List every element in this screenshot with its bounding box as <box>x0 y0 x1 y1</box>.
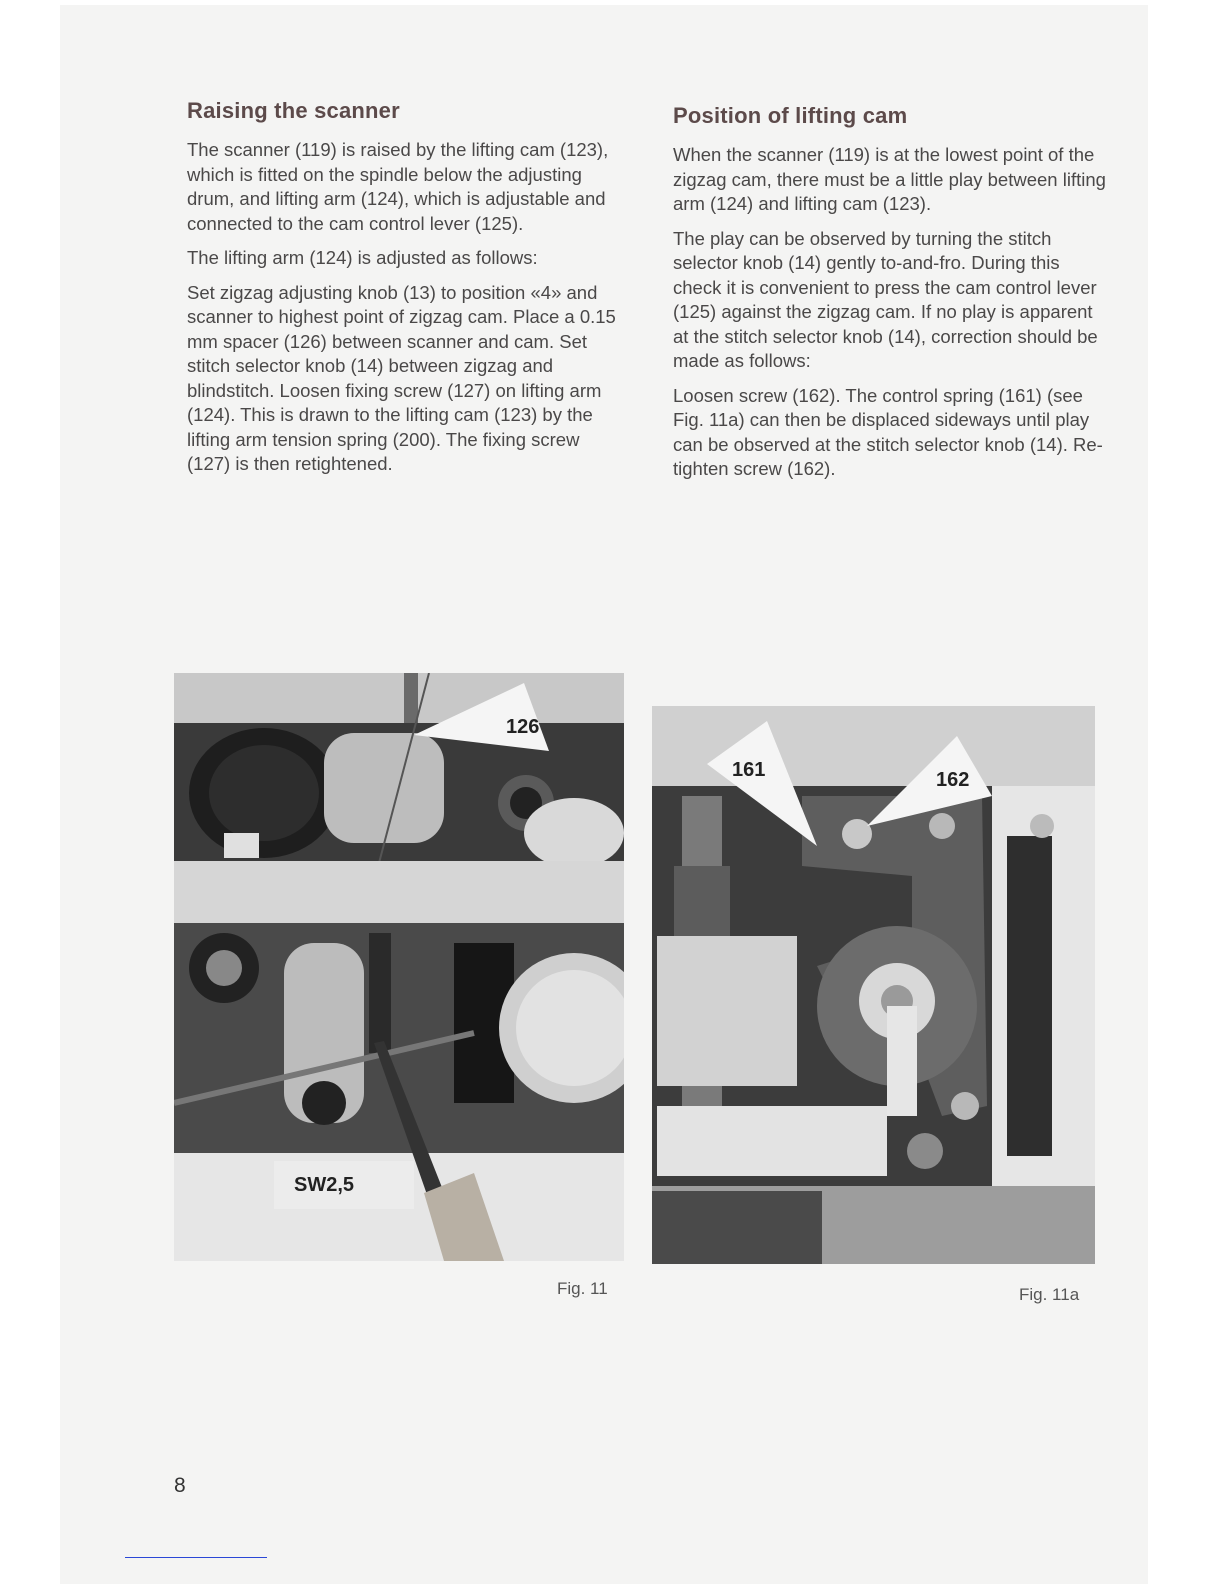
page-number: 8 <box>174 1474 186 1497</box>
paragraph: When the scanner (119) is at the lowest point of the zigzag cam, there must be a little play between lifting arm (124) and lifting cam (123). <box>673 144 1106 214</box>
figure-11a-caption: Fig. 11a <box>1019 1285 1080 1304</box>
heading-raising-scanner: Raising the scanner <box>187 98 400 123</box>
paragraph: The play can be observed by turning the stitch selector knob (14) gently to-and-fro. During this check it is convenient to press the cam control lever (125) against the zigzag cam. If no play is apparent at the stitch selector knob (14), correction should be made as follows: <box>673 227 1098 371</box>
figure-11-photo <box>174 673 624 1261</box>
callout-126: 126 <box>506 716 540 738</box>
paragraph: The scanner (119) is raised by the lifting cam (123), which is fitted on the spindle below the adjusting drum, and lifting arm (124), which is adjustable and connected to the cam control lever (125). <box>187 139 609 234</box>
heading-position-lifting-cam: Position of lifting cam <box>673 103 908 128</box>
paragraph: Loosen screw (162). The control spring (161) (see Fig. 11a) can then be displaced sideways until play can be observed at the stitch selector knob (14). Re-tighten screw (162). <box>673 384 1103 479</box>
figure-11-caption: Fig. 11 <box>557 1279 608 1298</box>
callout-162: 162 <box>936 769 970 791</box>
divider <box>125 1557 267 1558</box>
right-column <box>673 103 1113 492</box>
callout-161: 161 <box>732 759 766 781</box>
callout-sw25: SW2,5 <box>294 1174 355 1196</box>
paragraph: The lifting arm (124) is adjusted as follows: <box>187 247 538 268</box>
left-column <box>187 98 627 487</box>
figure-11a-photo <box>652 706 1095 1264</box>
paragraph: Set zigzag adjusting knob (13) to position «4» and scanner to highest point of zigzag cam. Place a 0.15 mm spacer (126) between scanner and cam. Set stitch selector knob (14) between zigzag and blindstitch. Loosen fixing screw (127) on lifting arm (124). This is drawn to the lifting cam (123) by the lifting arm tension spring (200). The fixing screw (127) is then retightened. <box>187 281 616 474</box>
